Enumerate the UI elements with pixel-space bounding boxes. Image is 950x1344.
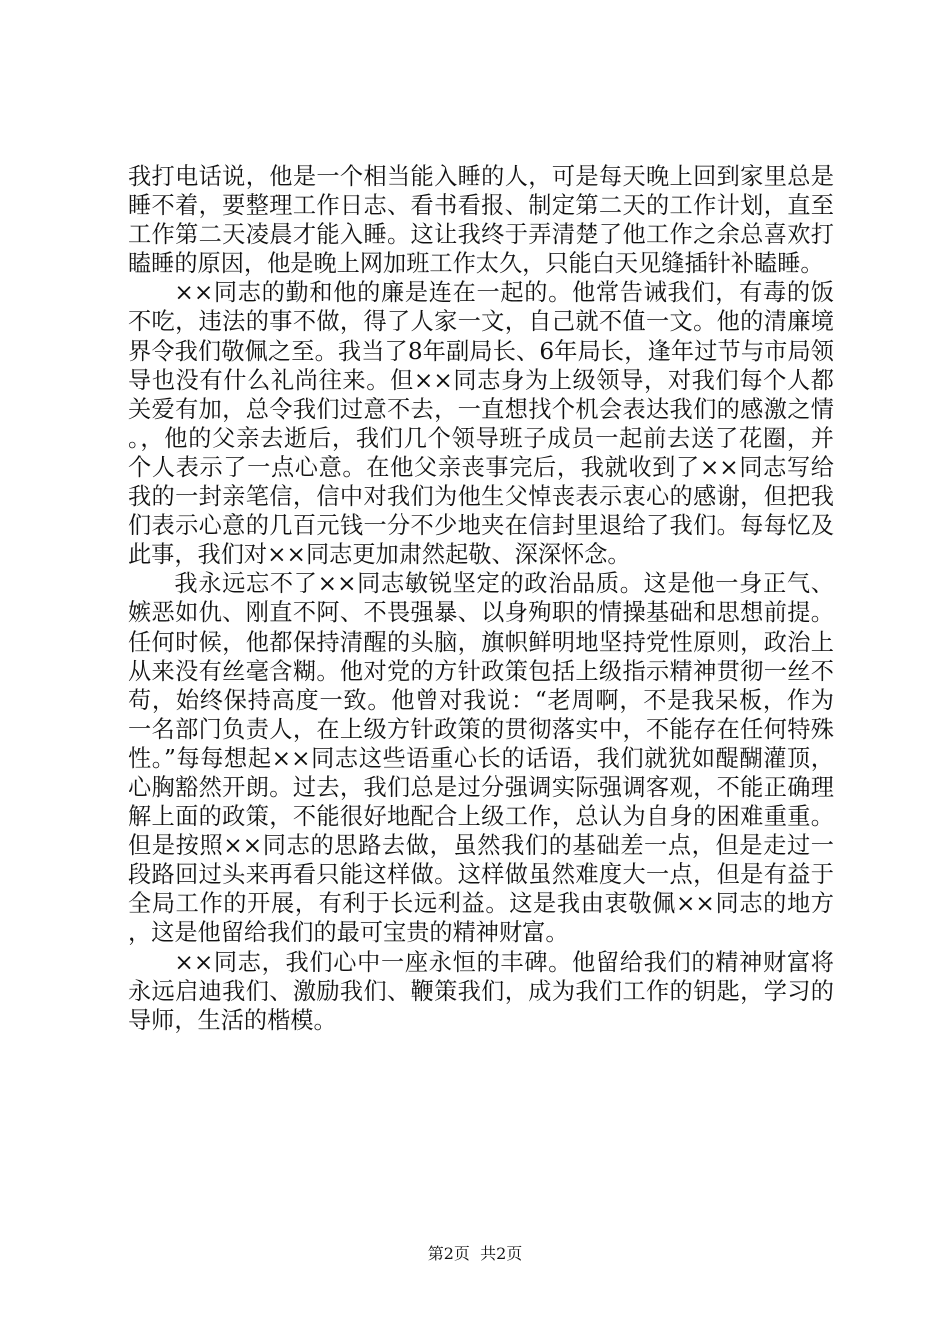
document-body xyxy=(128,162,834,1035)
paragraph-political-quality: 我永远忘不了××同志敏锐坚定的政治品质。这是他一身正气、嫉恶如仇、刚直不阿、不畏强暴、以身殉职的情操基础和思想前提。任何时候，他都保持清醒的头脑，旗帜鲜明地坚持党性原则，政治上从来没有丝毫含糊。他对党的方针政策包括上级指示精神贯彻一丝不苟，始终保持高度一致。他曾对我说：“老周啊，不是我呆板，作为一名部门负责人，在上级方针政策的贯彻落实中，不能存在任何特殊性。”每每想起××同志这些语重心长的话语，我们就犹如醍醐灌顶，心胸豁然开朗。过去，我们总是过分强调实际强调客观，不能正确理解上面的政策，不能很好地配合上级工作，总认为自身的困难重重。但是按照××同志的思路去做，虽然我们的基础差一点，但是走过一段路回过头来再看只能这样做。这样做虽然难度大一点，但是有益于全局工作的开展，有利于长远利益。这是我由衷敬佩××同志的地方，这是他留给我们的最可宝贵的精神财富。 xyxy=(128,570,834,947)
page-number: 第2页 xyxy=(427,1244,470,1263)
paragraph-integrity: ××同志的勤和他的廉是连在一起的。他常告诫我们，有毒的饭不吃，违法的事不做，得了人家一文，自己就不值一文。他的清廉境界令我们敬佩之至。我当了8年副局长、6年局长，逢年过节与市局领导也没有什么礼尚往来。但××同志身为上级领导，对我们每个人都关爱有加，总令我们过意不去，一直想找个机会表达我们的感激之情。，他的父亲去逝后，我们几个领导班子成员一起前去送了花圈，并个人表示了一点心意。在他父亲丧事完后，我就收到了××同志写给我的一封亲笔信，信中对我们为他生父悼丧表示衷心的感谢，但把我们表示心意的几百元钱一分不少地夹在信封里退给了我们。每每忆及此事，我们对××同志更加肃然起敬、深深怀念。 xyxy=(128,279,834,569)
paragraph-continued: 我打电话说，他是一个相当能入睡的人，可是每天晚上回到家里总是睡不着，要整理工作日志、看书看报、制定第二天的工作计划，直至工作第二天凌晨才能入睡。这让我终于弄清楚了他工作之余总喜欢打瞌睡的原因，他是晚上网加班工作太久，只能白天见缝插针补瞌睡。 xyxy=(128,163,834,278)
page-footer xyxy=(0,1244,950,1264)
page-total: 共2页 xyxy=(480,1244,523,1263)
paragraph-conclusion: ××同志，我们心中一座永恒的丰碑。他留给我们的精神财富将永远启迪我们、激励我们、鞭策我们，成为我们工作的钥匙，学习的导师，生活的楷模。 xyxy=(128,948,834,1034)
